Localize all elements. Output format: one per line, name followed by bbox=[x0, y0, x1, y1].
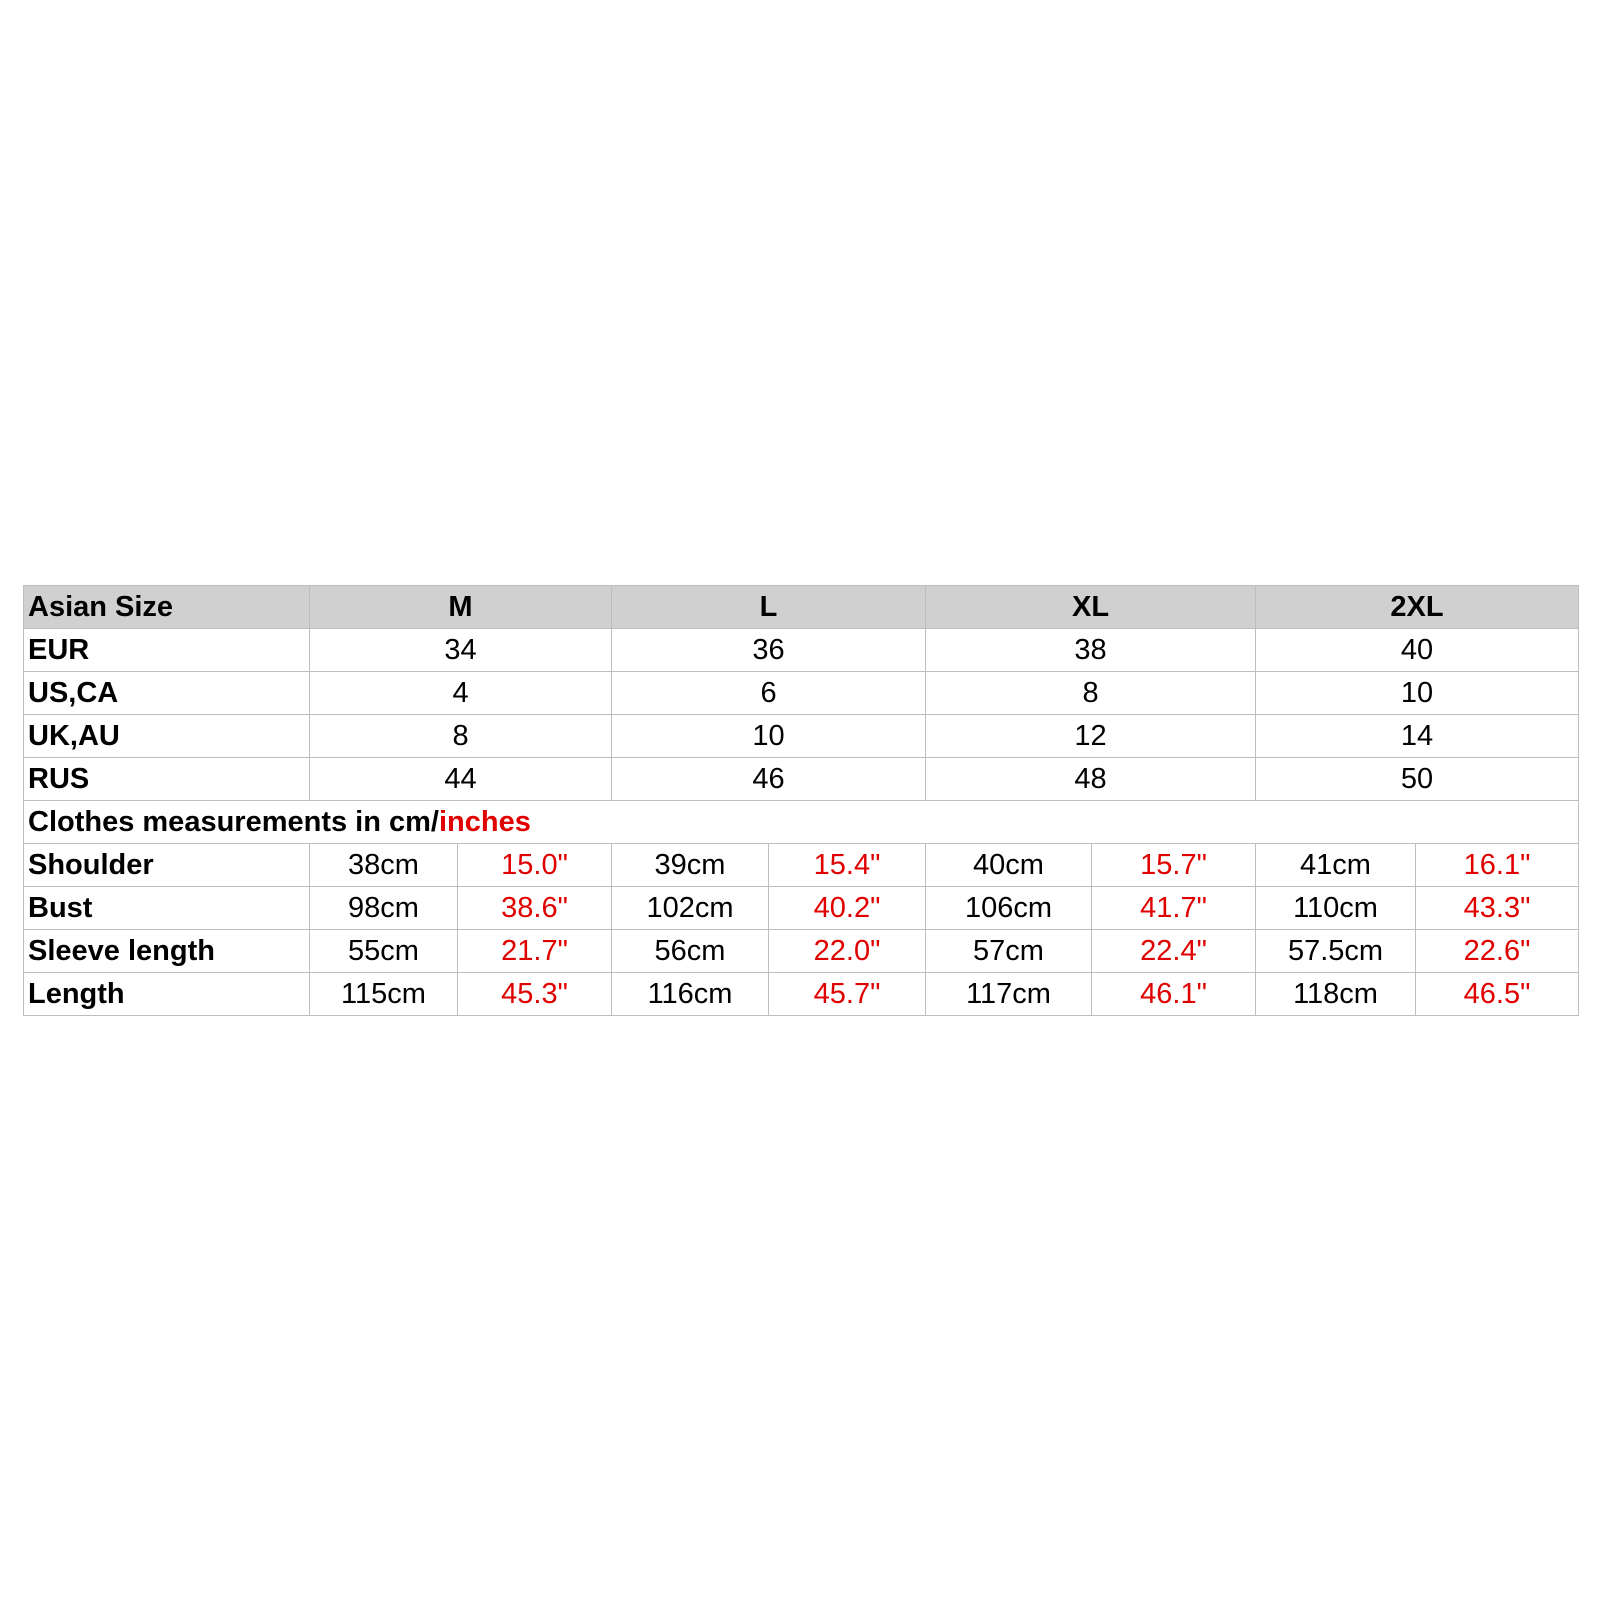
inch-value: 22.0" bbox=[769, 930, 926, 973]
eur-l: 36 bbox=[612, 629, 926, 672]
rus-m: 44 bbox=[310, 758, 612, 801]
rus-l: 46 bbox=[612, 758, 926, 801]
cm-value: 40cm bbox=[926, 844, 1092, 887]
length-row bbox=[24, 973, 1579, 1016]
cm-value: 56cm bbox=[612, 930, 769, 973]
row-label: US,CA bbox=[24, 672, 310, 715]
uk-au-row bbox=[24, 715, 1579, 758]
eur-m: 34 bbox=[310, 629, 612, 672]
measurements-section-title bbox=[24, 801, 1579, 844]
row-label: EUR bbox=[24, 629, 310, 672]
eur-2xl: 40 bbox=[1256, 629, 1579, 672]
inch-value: 15.0" bbox=[458, 844, 612, 887]
cm-value: 116cm bbox=[612, 973, 769, 1016]
cm-value: 38cm bbox=[310, 844, 458, 887]
rus-xl: 48 bbox=[926, 758, 1256, 801]
size-l-header: L bbox=[612, 586, 926, 629]
inch-value: 22.4" bbox=[1092, 930, 1256, 973]
inch-value: 22.6" bbox=[1416, 930, 1579, 973]
inch-value: 38.6" bbox=[458, 887, 612, 930]
size-xl-header: XL bbox=[926, 586, 1256, 629]
uk-au-2xl: 14 bbox=[1256, 715, 1579, 758]
inch-value: 41.7" bbox=[1092, 887, 1256, 930]
us-ca-2xl: 10 bbox=[1256, 672, 1579, 715]
cm-value: 98cm bbox=[310, 887, 458, 930]
inch-value: 46.1" bbox=[1092, 973, 1256, 1016]
row-label: UK,AU bbox=[24, 715, 310, 758]
cm-value: 118cm bbox=[1256, 973, 1416, 1016]
row-label: Length bbox=[24, 973, 310, 1016]
inch-value: 21.7" bbox=[458, 930, 612, 973]
inch-value: 43.3" bbox=[1416, 887, 1579, 930]
inch-value: 15.7" bbox=[1092, 844, 1256, 887]
us-ca-row bbox=[24, 672, 1579, 715]
cm-value: 57cm bbox=[926, 930, 1092, 973]
uk-au-m: 8 bbox=[310, 715, 612, 758]
cm-value: 117cm bbox=[926, 973, 1092, 1016]
inch-value: 45.7" bbox=[769, 973, 926, 1016]
row-label: Shoulder bbox=[24, 844, 310, 887]
uk-au-xl: 12 bbox=[926, 715, 1256, 758]
cm-value: 57.5cm bbox=[1256, 930, 1416, 973]
inch-value: 40.2" bbox=[769, 887, 926, 930]
sleeve-length-row bbox=[24, 930, 1579, 973]
cm-value: 39cm bbox=[612, 844, 769, 887]
eur-xl: 38 bbox=[926, 629, 1256, 672]
rus-row bbox=[24, 758, 1579, 801]
us-ca-xl: 8 bbox=[926, 672, 1256, 715]
inch-value: 16.1" bbox=[1416, 844, 1579, 887]
cm-value: 110cm bbox=[1256, 887, 1416, 930]
rus-2xl: 50 bbox=[1256, 758, 1579, 801]
us-ca-l: 6 bbox=[612, 672, 926, 715]
row-label: Sleeve length bbox=[24, 930, 310, 973]
cm-value: 115cm bbox=[310, 973, 458, 1016]
section-prefix: Clothes measurements in cm/ bbox=[28, 805, 439, 838]
inch-value: 46.5" bbox=[1416, 973, 1579, 1016]
cm-value: 102cm bbox=[612, 887, 769, 930]
us-ca-m: 4 bbox=[310, 672, 612, 715]
section-suffix: inches bbox=[438, 805, 531, 838]
inch-value: 15.4" bbox=[769, 844, 926, 887]
cm-value: 106cm bbox=[926, 887, 1092, 930]
cm-value: 55cm bbox=[310, 930, 458, 973]
row-label: Bust bbox=[24, 887, 310, 930]
shoulder-row bbox=[24, 844, 1579, 887]
size-header-row bbox=[24, 586, 1579, 629]
asian-size-label: Asian Size bbox=[24, 586, 310, 629]
inch-value: 45.3" bbox=[458, 973, 612, 1016]
bust-row bbox=[24, 887, 1579, 930]
section-row bbox=[24, 801, 1579, 844]
size-m-header: M bbox=[310, 586, 612, 629]
size-2xl-header: 2XL bbox=[1256, 586, 1579, 629]
row-label: RUS bbox=[24, 758, 310, 801]
cm-value: 41cm bbox=[1256, 844, 1416, 887]
size-chart-table bbox=[23, 585, 1579, 1016]
uk-au-l: 10 bbox=[612, 715, 926, 758]
eur-row bbox=[24, 629, 1579, 672]
